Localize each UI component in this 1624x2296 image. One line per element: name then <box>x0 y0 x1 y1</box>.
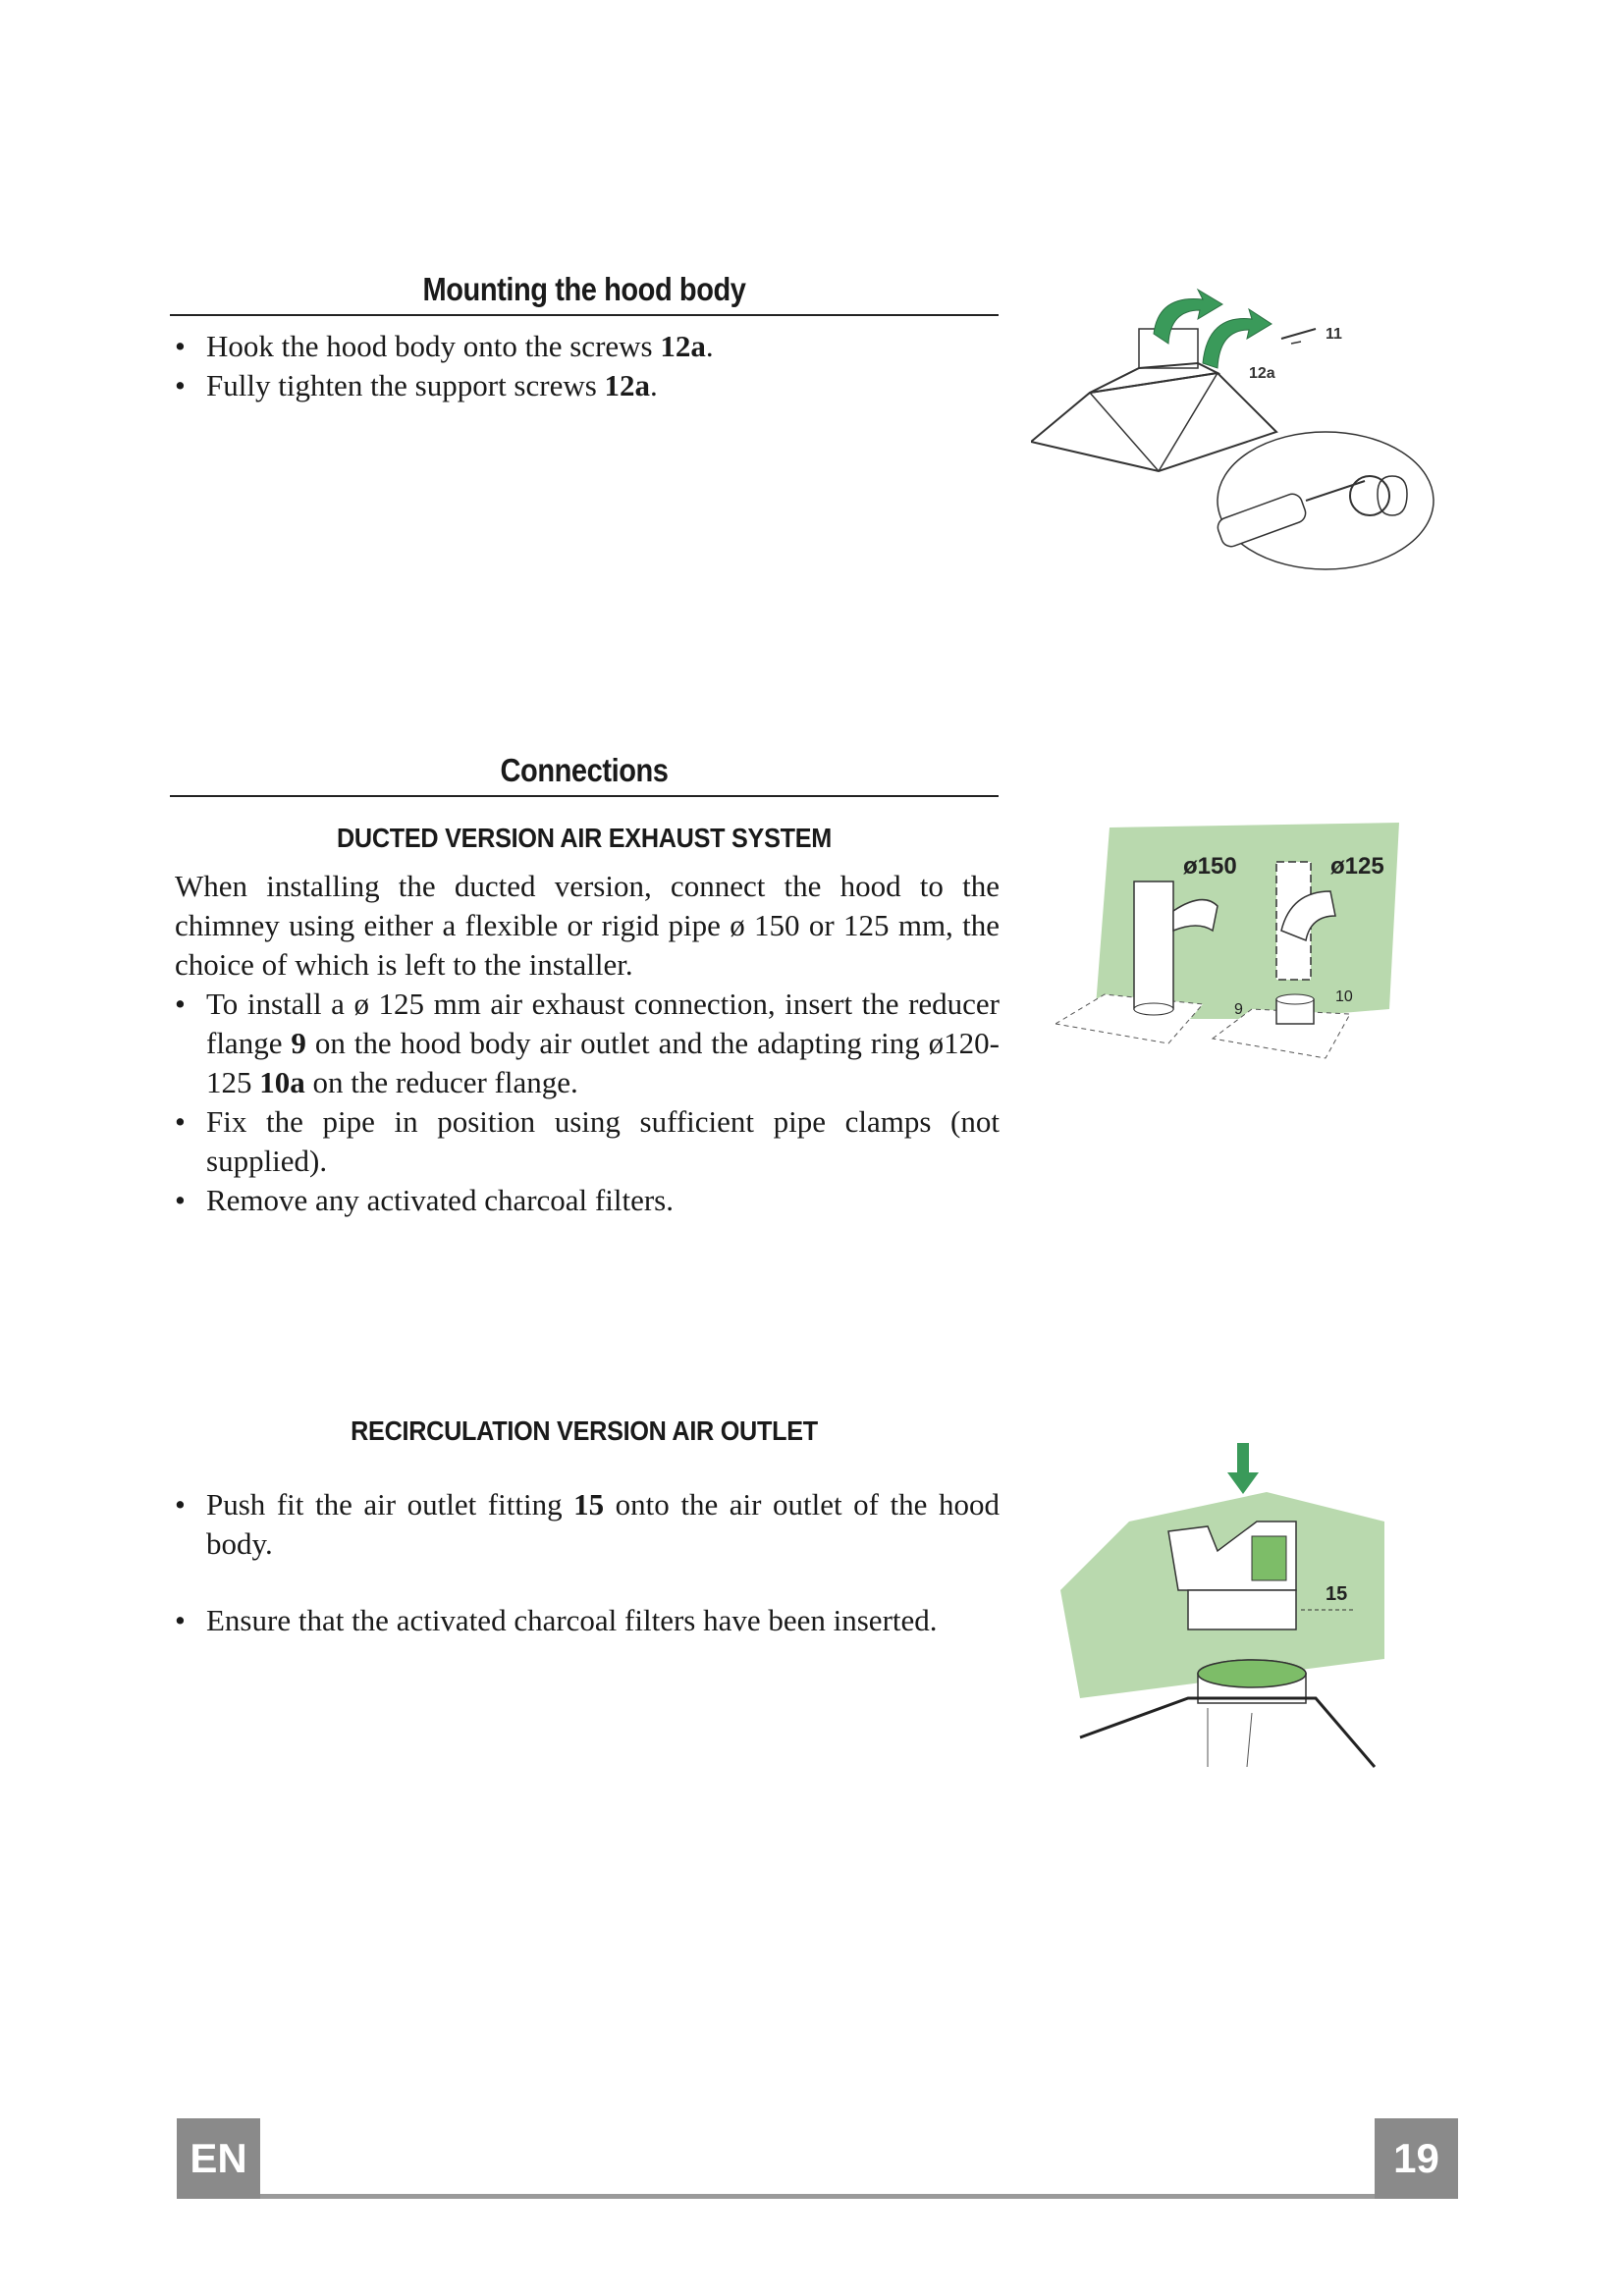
label-11: 11 <box>1326 326 1342 343</box>
recirculation-text <box>175 1485 1000 1640</box>
section-title-connections: Connections <box>500 752 669 788</box>
ducted-figure <box>1056 823 1409 1078</box>
ducted-intro: When installing the ducted version, connect the hood to the chimney using either a flexible or rigid pipe ø 150 or 125 mm, the choice of which is left to the installer. <box>175 869 1000 982</box>
footer-rule <box>177 2194 1453 2199</box>
list-item: • To install a ø 125 mm air exhaust connection, insert the reducer flange 9 on the hood body air outlet and the adapting ring ø120-125 10a on the reducer flange. <box>175 985 1000 1102</box>
page-number: 19 <box>1375 2118 1458 2199</box>
list-item: • Fully tighten the support screws 12a. <box>175 366 1000 405</box>
section-rule <box>170 314 999 316</box>
recirculation-figure <box>1060 1443 1394 1777</box>
section-title-mounting: Mounting the hood body <box>422 271 746 307</box>
mounting-figure <box>1031 285 1443 599</box>
list-item: • Push fit the air outlet fitting 15 onto the air outlet of the hood body. <box>175 1485 1000 1564</box>
language-tab: EN <box>177 2118 260 2199</box>
subtitle-ducted: DUCTED VERSION AIR EXHAUST SYSTEM <box>336 823 832 853</box>
label-d150: ø150 <box>1183 853 1237 880</box>
subtitle-recirculation: RECIRCULATION VERSION AIR OUTLET <box>351 1415 818 1446</box>
label-12a: 12a <box>1249 365 1275 382</box>
list-item: • Fix the pipe in position using sufficient pipe clamps (not supplied). <box>175 1102 1000 1181</box>
list-item: • Hook the hood body onto the screws 12a. <box>175 327 1000 366</box>
label-15: 15 <box>1326 1583 1348 1605</box>
label-10: 10 <box>1335 988 1353 1005</box>
list-item: • Remove any activated charcoal filters. <box>175 1181 1000 1220</box>
label-9: 9 <box>1234 1001 1243 1018</box>
mounting-list <box>175 327 1000 405</box>
label-d125: ø125 <box>1330 853 1384 880</box>
list-item: • Ensure that the activated charcoal filters have been inserted. <box>175 1601 1000 1640</box>
ducted-text <box>175 867 1000 1220</box>
section-rule <box>170 795 999 797</box>
